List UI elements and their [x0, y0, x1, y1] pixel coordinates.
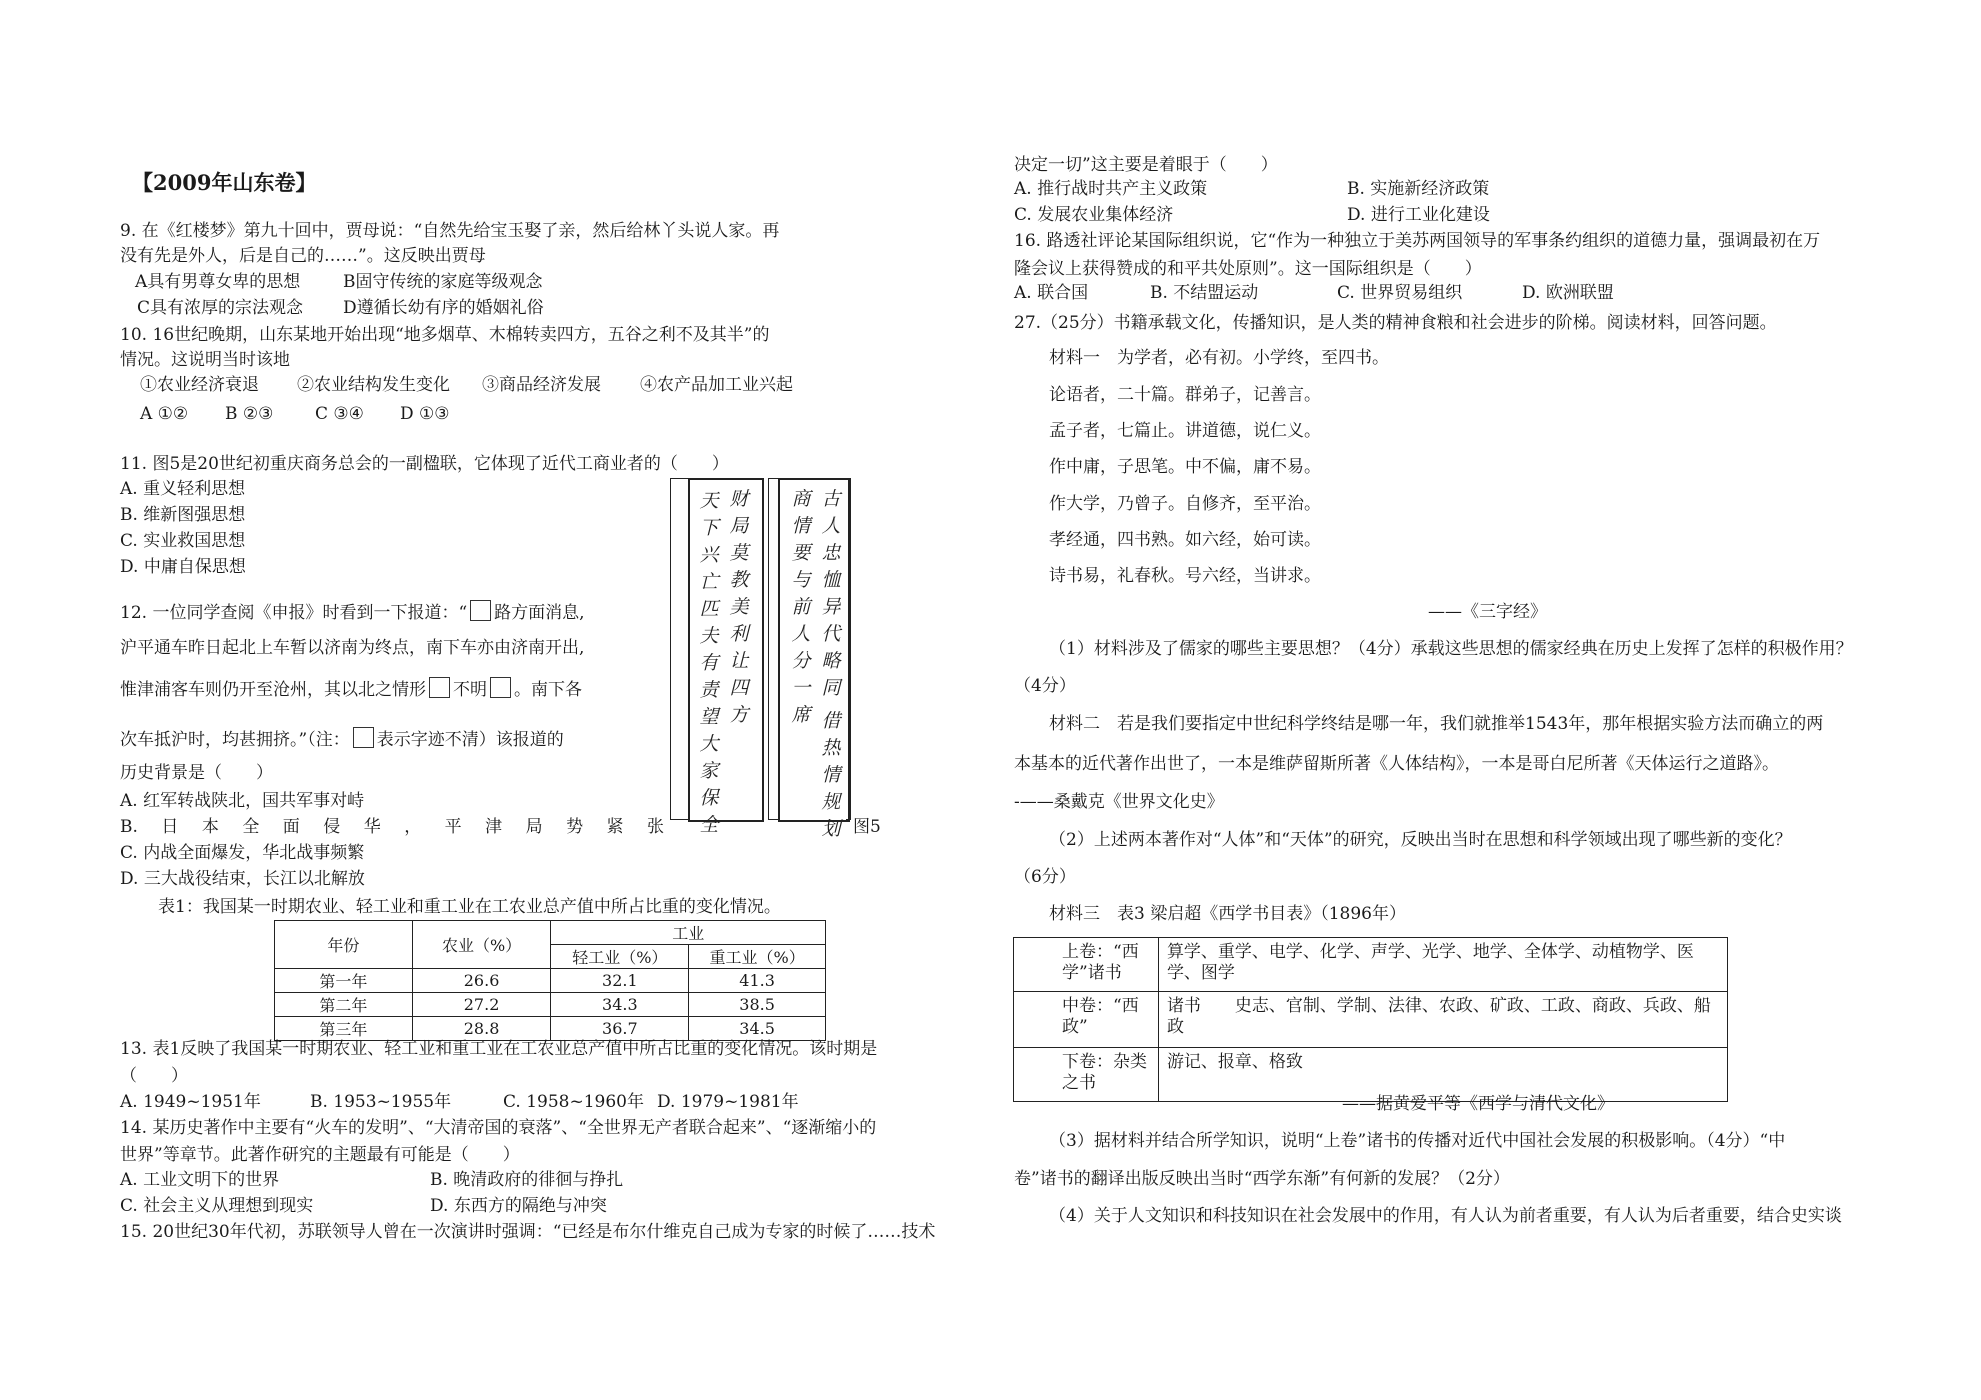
q14-option-a[interactable]: A. 工业文明下的世界: [120, 1170, 280, 1190]
q12-option-a[interactable]: A. 红军转战陕北，国共军事对峙: [120, 791, 365, 811]
q13-option-d[interactable]: D. 1979~1981年: [657, 1092, 799, 1112]
q13-option-c[interactable]: C. 1958~1960年: [503, 1092, 644, 1112]
q15-stem-line2: 决定一切”这主要是着眼于（ ）: [1014, 155, 1278, 175]
q27-intro: 27.（25分）书籍承载文化，传播知识，是人类的精神食粮和社会进步的阶梯。阅读材料，回答问题。: [1014, 313, 1777, 333]
table-cell: 34.3: [551, 993, 689, 1017]
part3-line1: （3）据材料并结合所学知识，说明“上卷”诸书的传播对近代中国社会发展的积极影响。（4分）“中: [1049, 1131, 1786, 1151]
q11-stem: 11. 图5是20世纪初重庆商务总会的一副楹联，它体现了近代工商业者的（ ）: [120, 454, 729, 474]
part1-line1: （1）材料涉及了儒家的哪些主要思想？（4分）承载这些思想的儒家经典在历史上发挥了怎样的积极作用？: [1049, 639, 1853, 659]
part2-line1: （2）上述两本著作对“人体”和“天体”的研究，反映出当时在思想和科学领域出现了哪些新的变化？: [1049, 830, 1792, 850]
material2-line1: 材料二 若是我们要指定中世纪科学终结是哪一年，我们就推举1543年，那年根据实验方法而确立的两: [1049, 714, 1824, 734]
material1-line: 作大学，乃曾子。自修齐，至平治。: [1049, 494, 1321, 514]
table-cell: 上卷：“西学”诸书: [1014, 938, 1159, 992]
table1-header-heavy: 重工业（%）: [689, 945, 826, 969]
q13-option-b[interactable]: B. 1953~1955年: [310, 1092, 452, 1112]
table-cell: 32.1: [551, 969, 689, 993]
q12-line4: 次车抵沪时，均甚拥挤。”（注： 表示字迹不清）该报道的: [120, 727, 564, 749]
table-cell: 38.5: [689, 993, 826, 1017]
q11-option-c[interactable]: C. 实业救国思想: [120, 531, 246, 551]
illegible-box: [470, 600, 491, 621]
table1-header-agri: 农业（%）: [412, 921, 551, 969]
table-1: [274, 920, 826, 1041]
q9-option-c[interactable]: C具有浓厚的宗法观念: [137, 298, 304, 318]
material2-source: -——桑戴克《世界文化史》: [1014, 792, 1224, 812]
part3-line2: 卷”诸书的翻译出版反映出当时“西学东渐”有何新的发展？（2分）: [1014, 1169, 1510, 1189]
part4-line1: （4）关于人文知识和科技知识在社会发展中的作用，有人认为前者重要，有人认为后者重要，结合史实谈: [1049, 1206, 1842, 1226]
figure-5-label: 图5: [853, 817, 881, 837]
material1-line: 孟子者，七篇止。讲道德，说仁义。: [1049, 421, 1321, 441]
q10-stem-line1: 10. 16世纪晚期，山东某地开始出现“地多烟草、木棉转卖四方，五谷之利不及其半”的: [120, 325, 770, 345]
q10-option-c[interactable]: C ③④: [315, 404, 364, 424]
q10-option-a[interactable]: A ①②: [140, 404, 189, 424]
table-cell: 41.3: [689, 969, 826, 993]
q13-option-a[interactable]: A. 1949~1951年: [120, 1092, 261, 1112]
illegible-box: [429, 677, 450, 698]
table-cell: 28.8: [412, 1017, 551, 1041]
couplet-right-col1: 古人忠恤异代略同: [821, 488, 841, 699]
q9-option-b[interactable]: B固守传统的家庭等级观念: [343, 272, 543, 292]
q15-option-d[interactable]: D. 进行工业化建设: [1347, 205, 1490, 225]
part2-line2: （6分）: [1014, 867, 1076, 887]
couplet-left-col1: 财局莫教美利让四方: [729, 488, 749, 726]
q10-statement-4: ④农产品加工业兴起: [640, 375, 793, 395]
q10-stem-line2: 情况。这说明当时该地: [120, 350, 290, 370]
table-cell: 诸书 史志、官制、学制、法律、农政、矿政、工政、商政、兵政、船政: [1158, 992, 1727, 1048]
table1-header-industry: 工业: [551, 921, 826, 945]
q9-option-d[interactable]: D遵循长幼有序的婚姻礼俗: [343, 298, 544, 318]
couplet-right-col2: 商情要与前人分一席: [791, 488, 811, 726]
table-cell: 36.7: [551, 1017, 689, 1041]
q12-option-d[interactable]: D. 三大战役结束，长江以北解放: [120, 869, 365, 889]
q16-option-b[interactable]: B. 不结盟运动: [1150, 283, 1259, 303]
table-cell: 算学、重学、电学、化学、声学、光学、地学、全体学、动植物学、医学、图学: [1158, 938, 1727, 992]
q9-option-a[interactable]: A具有男尊女卑的思想: [135, 272, 301, 292]
material1-line: 诗书易，礼春秋。号六经，当讲求。: [1049, 566, 1321, 586]
q15-option-b[interactable]: B. 实施新经济政策: [1347, 179, 1490, 199]
table-cell: 下卷：杂类之书: [1014, 1048, 1159, 1102]
q14-option-c[interactable]: C. 社会主义从理想到现实: [120, 1196, 314, 1216]
table-cell: 第一年: [275, 969, 413, 993]
table1-header-year: 年份: [275, 921, 413, 969]
material3-source: ——据黄爱平等《西学与清代文化》: [1342, 1094, 1614, 1114]
q16-option-c[interactable]: C. 世界贸易组织: [1337, 283, 1463, 303]
part1-line2: （4分）: [1014, 676, 1076, 696]
q10-option-d[interactable]: D ①③: [400, 404, 450, 424]
q14-stem-line1: 14. 某历史著作中主要有“火车的发明”、“大清帝国的衰落”、“全世界无产者联合起来”、“逐渐缩小的: [120, 1118, 877, 1138]
table-cell: 中卷：“西政”: [1014, 992, 1159, 1048]
material3-title: 材料三 表3 梁启超《西学书目表》（1896年）: [1049, 904, 1406, 924]
q10-statement-2: ②农业结构发生变化: [297, 375, 450, 395]
q14-stem-line2: 世界”等章节。此著作研究的主题最有可能是（ ）: [120, 1145, 520, 1165]
q15-stem-line1: 15. 20世纪30年代初，苏联领导人曾在一次演讲时强调：“已经是布尔什维克自己成为专家的时候了……技术: [120, 1222, 936, 1242]
q10-statement-3: ③商品经济发展: [482, 375, 601, 395]
q9-stem-line2: 没有先是外人，后是自己的……”。这反映出贾母: [120, 246, 486, 266]
couplet-right-border: [846, 478, 851, 820]
couplet-left-col2: 天下兴亡匹夫有责望大家保全: [699, 490, 719, 836]
q15-option-a[interactable]: A. 推行战时共产主义政策: [1014, 179, 1208, 199]
q15-option-c[interactable]: C. 发展农业集体经济: [1014, 205, 1174, 225]
q12-line2: 沪平通车昨日起北上车暂以济南为终点，南下车亦由济南开出,: [120, 638, 585, 658]
material1-line: 论语者，二十篇。群弟子，记善言。: [1049, 385, 1321, 405]
table-cell: 游记、报章、格致: [1158, 1048, 1727, 1102]
couplet-left-border: [670, 478, 690, 820]
q12-line1: 12. 一位同学查阅《申报》时看到一下报道：“ 路方面消息,: [120, 600, 585, 622]
material1-line: 作中庸，子思笔。中不偏，庸不易。: [1049, 457, 1321, 477]
q16-stem-line1: 16. 路透社评论某国际组织说，它“作为一种独立于美苏两国领导的军事条约组织的道德力量，强调最初在万: [1014, 231, 1821, 251]
couplet-left-scroll: [688, 478, 764, 836]
couplet-right-col3: 借热情规划: [821, 710, 841, 840]
table-cell: 34.5: [689, 1017, 826, 1041]
table-3: [1013, 937, 1728, 1102]
table-row: [275, 969, 826, 993]
table-cell: 第三年: [275, 1017, 413, 1041]
table-cell: 27.2: [412, 993, 551, 1017]
material1-line: 孝经通，四书熟。如六经，始可读。: [1049, 530, 1321, 550]
table1-caption: 表1：我国某一时期农业、轻工业和重工业在工农业总产值中所占比重的变化情况。: [158, 897, 781, 917]
table-row: [1014, 992, 1728, 1048]
q12-line5: 历史背景是（ ）: [120, 763, 273, 783]
q14-option-d[interactable]: D. 东西方的隔绝与冲突: [430, 1196, 607, 1216]
table-row: [275, 993, 826, 1017]
q12-line3: 惟津浦客车则仍开至沧州，其以北之情形 不明 。南下各: [120, 677, 582, 699]
section-title: 【2009年山东卷】: [132, 170, 317, 195]
material1-source: ——《三字经》: [1428, 602, 1547, 622]
material1-line: 材料一 为学者，必有初。小学终，至四书。: [1049, 348, 1389, 368]
q13-stem-line2: （ ）: [120, 1066, 188, 1086]
q12-option-b[interactable]: B. 日 本 全 面 侵 华 ， 平 津 局 势 紧 张: [120, 817, 664, 837]
table-row: [1014, 938, 1728, 992]
q11-option-b[interactable]: B. 维新图强思想: [120, 505, 246, 525]
q12-option-c[interactable]: C. 内战全面爆发，华北战事频繁: [120, 843, 365, 863]
table-cell: 26.6: [412, 969, 551, 993]
material2-line2: 本基本的近代著作出世了，一本是维萨留斯所著《人体结构》，一本是哥白尼所著《天体运行之道路》。: [1014, 754, 1779, 774]
table-row: [275, 1017, 826, 1041]
q9-stem-line1: 9. 在《红楼梦》第九十回中，贾母说：“自然先给宝玉娶了亲，然后给林丫头说人家。再: [120, 221, 780, 241]
couplet-right-scroll: [778, 478, 850, 840]
q10-option-b[interactable]: B ②③: [225, 404, 274, 424]
q14-option-b[interactable]: B. 晚清政府的徘徊与挣扎: [430, 1170, 624, 1190]
q16-option-a[interactable]: A. 联合国: [1014, 283, 1089, 303]
illegible-box: [353, 727, 374, 748]
illegible-box: [490, 677, 511, 698]
q16-option-d[interactable]: D. 欧洲联盟: [1522, 283, 1614, 303]
q11-option-a[interactable]: A. 重义轻利思想: [120, 479, 246, 499]
q11-option-d[interactable]: D. 中庸自保思想: [120, 557, 246, 577]
q10-statement-1: ①农业经济衰退: [140, 375, 259, 395]
q13-stem-line1: 13. 表1反映了我国某一时期农业、轻工业和重工业在工农业总产值中所占比重的变化情况。该时期是: [120, 1039, 878, 1059]
table-cell: 第二年: [275, 993, 413, 1017]
table1-header-light: 轻工业（%）: [551, 945, 689, 969]
q16-stem-line2: 隆会议上获得赞成的和平共处原则”。这一国际组织是（ ）: [1014, 259, 1482, 279]
